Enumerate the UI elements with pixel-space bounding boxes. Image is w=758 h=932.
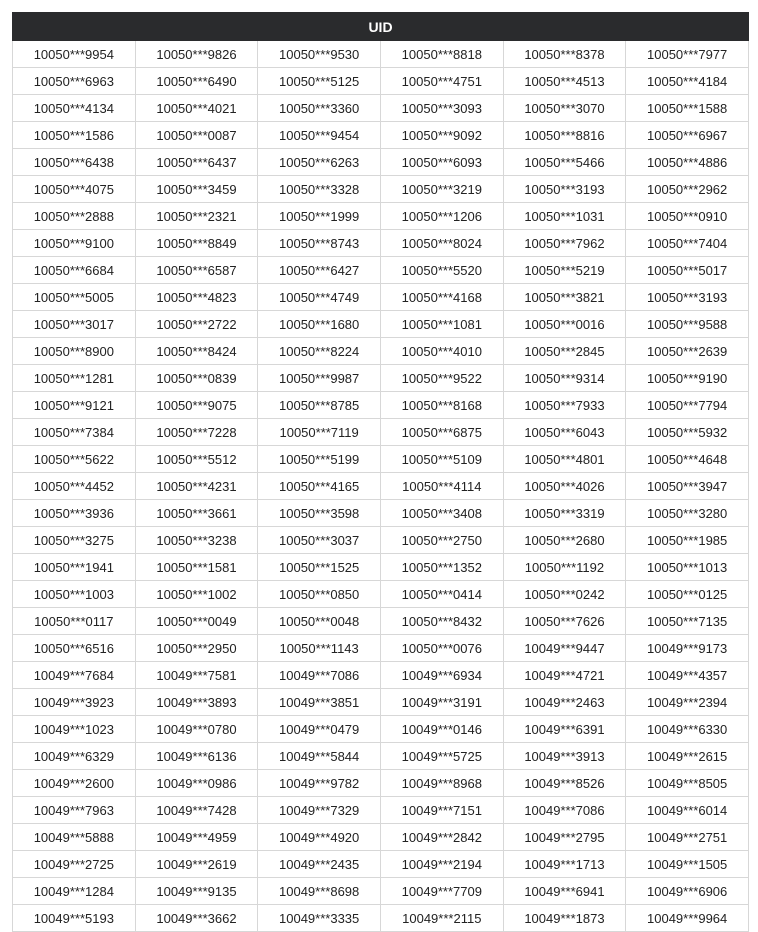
table-row: [13, 365, 749, 392]
uid-cell: 10050***8849: [135, 230, 258, 257]
uid-cell: 10049***2463: [503, 689, 626, 716]
uid-cell: 10050***4823: [135, 284, 258, 311]
uid-cell: 10049***4959: [135, 824, 258, 851]
table-row: [13, 257, 749, 284]
uid-cell: 10049***7151: [380, 797, 503, 824]
uid-cell: 10050***4184: [626, 68, 749, 95]
uid-cell: 10050***1281: [13, 365, 136, 392]
uid-cell: 10049***1023: [13, 716, 136, 743]
uid-cell: 10050***6967: [626, 122, 749, 149]
table-row: [13, 68, 749, 95]
uid-cell: 10050***4010: [380, 338, 503, 365]
table-row: [13, 95, 749, 122]
uid-cell: 10049***9173: [626, 635, 749, 662]
uid-cell: 10049***3923: [13, 689, 136, 716]
uid-cell: 10049***8505: [626, 770, 749, 797]
uid-cell: 10050***5109: [380, 446, 503, 473]
uid-cell: 10050***5512: [135, 446, 258, 473]
uid-cell: 10050***7404: [626, 230, 749, 257]
uid-cell: 10050***5466: [503, 149, 626, 176]
uid-cell: 10050***8224: [258, 338, 381, 365]
uid-cell: 10050***3408: [380, 500, 503, 527]
uid-cell: 10050***8168: [380, 392, 503, 419]
uid-cell: 10049***4721: [503, 662, 626, 689]
uid-cell: 10049***3662: [135, 905, 258, 932]
uid-cell: 10050***0016: [503, 311, 626, 338]
uid-cell: 10050***4114: [380, 473, 503, 500]
uid-cell: 10050***2722: [135, 311, 258, 338]
uid-cell: 10049***3913: [503, 743, 626, 770]
uid-cell: 10050***0117: [13, 608, 136, 635]
table-row: [13, 284, 749, 311]
uid-cell: 10049***6329: [13, 743, 136, 770]
table-row: [13, 689, 749, 716]
uid-cell: 10049***2194: [380, 851, 503, 878]
uid-cell: 10050***7794: [626, 392, 749, 419]
uid-cell: 10050***7626: [503, 608, 626, 635]
uid-cell: 10049***7709: [380, 878, 503, 905]
uid-cell: 10050***1013: [626, 554, 749, 581]
table-row: [13, 878, 749, 905]
uid-cell: 10050***0125: [626, 581, 749, 608]
uid-cell: 10049***6330: [626, 716, 749, 743]
uid-cell: 10050***1352: [380, 554, 503, 581]
uid-cell: 10049***2795: [503, 824, 626, 851]
uid-cell: 10049***5725: [380, 743, 503, 770]
uid-cell: 10050***1680: [258, 311, 381, 338]
table-row: [13, 743, 749, 770]
uid-cell: 10050***5219: [503, 257, 626, 284]
uid-cell: 10049***3893: [135, 689, 258, 716]
uid-cell: 10050***2950: [135, 635, 258, 662]
uid-cell: 10049***9447: [503, 635, 626, 662]
uid-cell: 10050***7384: [13, 419, 136, 446]
uid-cell: 10049***7684: [13, 662, 136, 689]
uid-cell: 10050***5622: [13, 446, 136, 473]
header-row: [13, 13, 749, 41]
uid-cell: 10050***6684: [13, 257, 136, 284]
uid-cell: 10049***3335: [258, 905, 381, 932]
uid-cell: 10050***0049: [135, 608, 258, 635]
uid-cell: 10050***3219: [380, 176, 503, 203]
uid-cell: 10049***3191: [380, 689, 503, 716]
uid-cell: 10050***4648: [626, 446, 749, 473]
uid-cell: 10050***2845: [503, 338, 626, 365]
table-row: [13, 581, 749, 608]
uid-cell: 10050***0839: [135, 365, 258, 392]
uid-cell: 10049***8698: [258, 878, 381, 905]
uid-cell: 10050***9530: [258, 41, 381, 68]
uid-cell: 10049***7329: [258, 797, 381, 824]
uid-cell: 10050***9826: [135, 41, 258, 68]
uid-cell: 10049***2435: [258, 851, 381, 878]
uid-cell: 10049***7428: [135, 797, 258, 824]
uid-cell: 10050***3821: [503, 284, 626, 311]
uid-cell: 10050***8900: [13, 338, 136, 365]
uid-cell: 10050***4886: [626, 149, 749, 176]
table-row: [13, 41, 749, 68]
uid-cell: 10049***2615: [626, 743, 749, 770]
uid-cell: 10049***0146: [380, 716, 503, 743]
uid-cell: 10049***2751: [626, 824, 749, 851]
uid-cell: 10050***4801: [503, 446, 626, 473]
uid-cell: 10050***3193: [503, 176, 626, 203]
uid-cell: 10050***9954: [13, 41, 136, 68]
uid-cell: 10049***1713: [503, 851, 626, 878]
uid-cell: 10050***9121: [13, 392, 136, 419]
uid-cell: 10050***1588: [626, 95, 749, 122]
table-row: [13, 203, 749, 230]
uid-cell: 10049***7963: [13, 797, 136, 824]
uid-cell: 10050***3947: [626, 473, 749, 500]
uid-cell: 10050***3360: [258, 95, 381, 122]
uid-cell: 10050***8378: [503, 41, 626, 68]
uid-cell: 10050***8816: [503, 122, 626, 149]
table-row: [13, 311, 749, 338]
table-row: [13, 905, 749, 932]
uid-cell: 10050***3328: [258, 176, 381, 203]
table-row: [13, 824, 749, 851]
uid-cell: 10049***0479: [258, 716, 381, 743]
uid-cell: 10050***5932: [626, 419, 749, 446]
uid-cell: 10050***4452: [13, 473, 136, 500]
uid-cell: 10050***4168: [380, 284, 503, 311]
uid-cell: 10050***1941: [13, 554, 136, 581]
uid-cell: 10050***3017: [13, 311, 136, 338]
uid-cell: 10049***3851: [258, 689, 381, 716]
uid-cell: 10050***2321: [135, 203, 258, 230]
uid-cell: 10050***4021: [135, 95, 258, 122]
uid-cell: 10050***1581: [135, 554, 258, 581]
uid-cell: 10049***7581: [135, 662, 258, 689]
uid-cell: 10050***0242: [503, 581, 626, 608]
uid-cell: 10050***2639: [626, 338, 749, 365]
uid-cell: 10050***7977: [626, 41, 749, 68]
uid-cell: 10049***2619: [135, 851, 258, 878]
uid-cell: 10050***2750: [380, 527, 503, 554]
uid-cell: 10050***4751: [380, 68, 503, 95]
table-row: [13, 716, 749, 743]
table-row: [13, 770, 749, 797]
uid-cell: 10049***1505: [626, 851, 749, 878]
table-row: [13, 230, 749, 257]
uid-cell: 10049***7086: [258, 662, 381, 689]
uid-cell: 10050***3661: [135, 500, 258, 527]
table-row: [13, 419, 749, 446]
uid-cell: 10049***9135: [135, 878, 258, 905]
uid-cell: 10050***1525: [258, 554, 381, 581]
uid-cell: 10049***6014: [626, 797, 749, 824]
uid-cell: 10049***0780: [135, 716, 258, 743]
uid-cell: 10050***6093: [380, 149, 503, 176]
uid-cell: 10050***6516: [13, 635, 136, 662]
table-row: [13, 392, 749, 419]
uid-cell: 10050***8743: [258, 230, 381, 257]
uid-cell: 10050***3193: [626, 284, 749, 311]
table-row: [13, 473, 749, 500]
uid-cell: 10050***6963: [13, 68, 136, 95]
uid-cell: 10050***1143: [258, 635, 381, 662]
table-row: [13, 851, 749, 878]
uid-cell: 10050***6875: [380, 419, 503, 446]
uid-cell: 10050***6437: [135, 149, 258, 176]
uid-cell: 10049***6941: [503, 878, 626, 905]
uid-cell: 10049***2600: [13, 770, 136, 797]
table-row: [13, 527, 749, 554]
uid-cell: 10049***8968: [380, 770, 503, 797]
uid-cell: 10049***2842: [380, 824, 503, 851]
uid-cell: 10050***4749: [258, 284, 381, 311]
uid-cell: 10050***3280: [626, 500, 749, 527]
uid-cell: 10050***1586: [13, 122, 136, 149]
uid-cell: 10050***7228: [135, 419, 258, 446]
uid-cell: 10049***6934: [380, 662, 503, 689]
uid-cell: 10049***0986: [135, 770, 258, 797]
table-row: [13, 149, 749, 176]
uid-cell: 10050***6043: [503, 419, 626, 446]
uid-cell: 10050***6427: [258, 257, 381, 284]
uid-cell: 10049***6906: [626, 878, 749, 905]
uid-cell: 10050***5017: [626, 257, 749, 284]
uid-cell: 10049***1873: [503, 905, 626, 932]
uid-cell: 10050***9190: [626, 365, 749, 392]
uid-cell: 10050***7119: [258, 419, 381, 446]
uid-cell: 10050***8432: [380, 608, 503, 635]
uid-table: [12, 12, 749, 932]
uid-cell: 10050***2888: [13, 203, 136, 230]
uid-table-body: [13, 41, 749, 932]
uid-cell: 10050***8785: [258, 392, 381, 419]
table-row: [13, 797, 749, 824]
uid-cell: 10049***2394: [626, 689, 749, 716]
uid-cell: 10050***9522: [380, 365, 503, 392]
uid-cell: 10050***9588: [626, 311, 749, 338]
table-row: [13, 446, 749, 473]
uid-cell: 10050***4165: [258, 473, 381, 500]
uid-cell: 10050***5199: [258, 446, 381, 473]
uid-cell: 10050***7933: [503, 392, 626, 419]
uid-cell: 10049***2115: [380, 905, 503, 932]
uid-cell: 10050***3093: [380, 95, 503, 122]
uid-cell: 10050***9100: [13, 230, 136, 257]
uid-cell: 10050***4026: [503, 473, 626, 500]
uid-cell: 10049***5844: [258, 743, 381, 770]
uid-cell: 10050***8424: [135, 338, 258, 365]
uid-cell: 10049***9782: [258, 770, 381, 797]
uid-cell: 10050***6438: [13, 149, 136, 176]
uid-cell: 10050***1999: [258, 203, 381, 230]
uid-cell: 10050***7962: [503, 230, 626, 257]
uid-cell: 10050***3070: [503, 95, 626, 122]
uid-cell: 10050***3238: [135, 527, 258, 554]
uid-cell: 10050***9092: [380, 122, 503, 149]
table-row: [13, 662, 749, 689]
uid-cell: 10050***1985: [626, 527, 749, 554]
uid-cell: 10050***5520: [380, 257, 503, 284]
uid-cell: 10050***1206: [380, 203, 503, 230]
uid-cell: 10050***1031: [503, 203, 626, 230]
uid-cell: 10050***5125: [258, 68, 381, 95]
uid-cell: 10050***3275: [13, 527, 136, 554]
uid-cell: 10049***5888: [13, 824, 136, 851]
uid-cell: 10050***1003: [13, 581, 136, 608]
table-row: [13, 122, 749, 149]
uid-cell: 10049***2725: [13, 851, 136, 878]
table-row: [13, 338, 749, 365]
uid-cell: 10050***4513: [503, 68, 626, 95]
uid-cell: 10050***9987: [258, 365, 381, 392]
uid-cell: 10050***0048: [258, 608, 381, 635]
uid-cell: 10050***7135: [626, 608, 749, 635]
uid-cell: 10050***3598: [258, 500, 381, 527]
table-row: [13, 554, 749, 581]
uid-cell: 10050***0910: [626, 203, 749, 230]
uid-cell: 10050***2962: [626, 176, 749, 203]
uid-cell: 10049***8526: [503, 770, 626, 797]
uid-cell: 10050***2680: [503, 527, 626, 554]
uid-cell: 10050***1081: [380, 311, 503, 338]
uid-cell: 10049***1284: [13, 878, 136, 905]
uid-cell: 10050***5005: [13, 284, 136, 311]
table-row: [13, 500, 749, 527]
uid-cell: 10050***4134: [13, 95, 136, 122]
uid-cell: 10050***4231: [135, 473, 258, 500]
uid-cell: 10050***1192: [503, 554, 626, 581]
uid-cell: 10050***3936: [13, 500, 136, 527]
uid-cell: 10050***0414: [380, 581, 503, 608]
uid-cell: 10050***9454: [258, 122, 381, 149]
uid-cell: 10050***8024: [380, 230, 503, 257]
uid-cell: 10050***1002: [135, 581, 258, 608]
uid-cell: 10050***9075: [135, 392, 258, 419]
uid-cell: 10050***4075: [13, 176, 136, 203]
uid-cell: 10050***3459: [135, 176, 258, 203]
uid-cell: 10050***6490: [135, 68, 258, 95]
table-row: [13, 635, 749, 662]
uid-cell: 10050***3037: [258, 527, 381, 554]
table-row: [13, 608, 749, 635]
uid-cell: 10050***0850: [258, 581, 381, 608]
uid-cell: 10049***6391: [503, 716, 626, 743]
uid-cell: 10049***4357: [626, 662, 749, 689]
uid-cell: 10049***5193: [13, 905, 136, 932]
uid-cell: 10049***9964: [626, 905, 749, 932]
uid-cell: 10050***6263: [258, 149, 381, 176]
uid-cell: 10049***6136: [135, 743, 258, 770]
uid-cell: 10050***9314: [503, 365, 626, 392]
uid-cell: 10049***4920: [258, 824, 381, 851]
uid-cell: 10050***3319: [503, 500, 626, 527]
uid-cell: 10050***0076: [380, 635, 503, 662]
uid-cell: 10050***6587: [135, 257, 258, 284]
uid-cell: 10050***8818: [380, 41, 503, 68]
uid-header: UID: [13, 13, 749, 41]
table-row: [13, 176, 749, 203]
uid-cell: 10049***7086: [503, 797, 626, 824]
uid-cell: 10050***0087: [135, 122, 258, 149]
